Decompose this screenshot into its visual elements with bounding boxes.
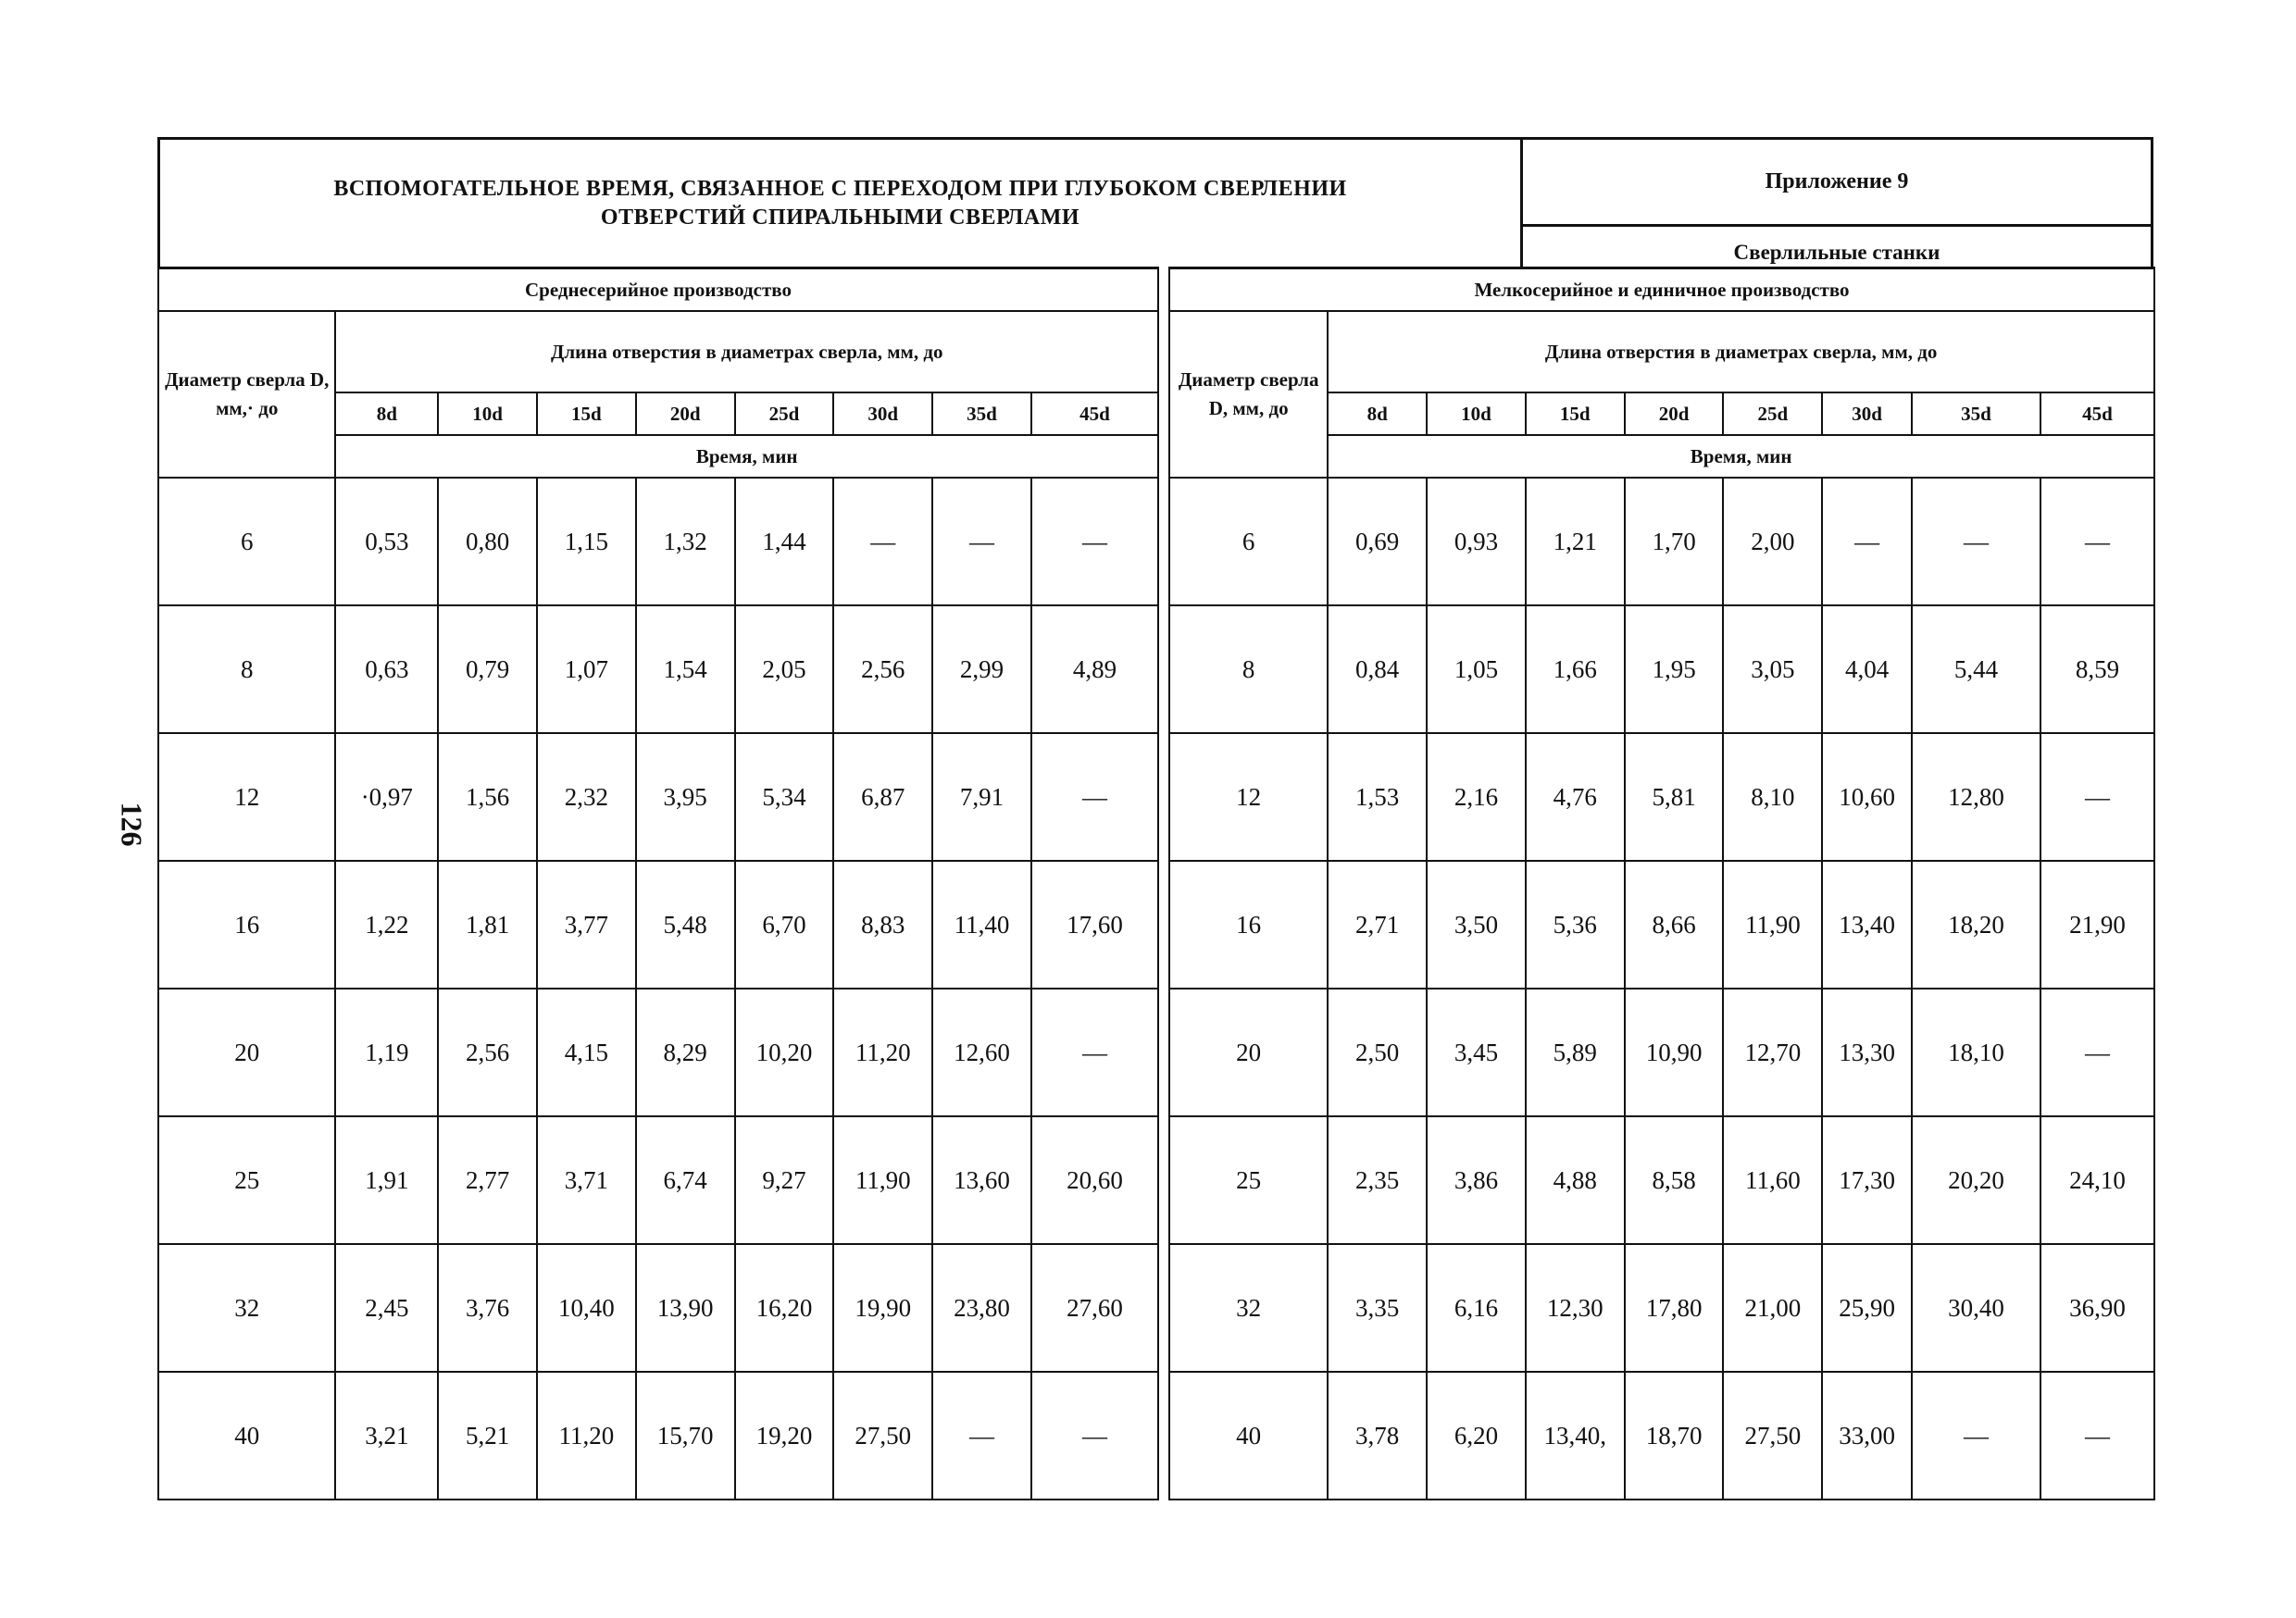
diameter-value: 16 [158,861,335,989]
time-value: 13,60 [932,1116,1031,1244]
title-line-2: ОТВЕРСТИЙ СПИРАЛЬНЫМИ СВЕРЛАМИ [600,205,1080,230]
time-value: 2,56 [438,989,537,1116]
table-row [158,861,1158,989]
time-value: 33,00 [1822,1372,1912,1500]
time-value: 17,30 [1822,1116,1912,1244]
time-value: 18,10 [1912,989,2040,1116]
table-row [1169,478,2154,605]
time-value: 12,30 [1526,1244,1625,1372]
time-value: 23,80 [932,1244,1031,1372]
time-value: — [1912,478,2040,605]
time-value: 2,05 [735,605,834,733]
time-value: 1,91 [335,1116,438,1244]
time-value: 1,56 [438,733,537,861]
time-value: 8,59 [2040,605,2154,733]
diameter-value: 20 [1169,989,1328,1116]
time-value: — [833,478,932,605]
page-number: 126 [115,802,149,847]
time-value: 3,05 [1723,605,1822,733]
table-row [158,1116,1158,1244]
column-header: 8d [335,392,438,435]
diameter-value: 40 [1169,1372,1328,1500]
time-value: 21,00 [1723,1244,1822,1372]
time-value: 3,71 [537,1116,636,1244]
time-value: 1,44 [735,478,834,605]
diameter-value: 16 [1169,861,1328,989]
column-header: 45d [1031,392,1158,435]
column-header: 35d [932,392,1031,435]
column-header: 15d [1526,392,1625,435]
time-value: 1,22 [335,861,438,989]
time-value: 2,16 [1427,733,1526,861]
time-value: 6,20 [1427,1372,1526,1500]
time-value: 2,32 [537,733,636,861]
time-value: 27,50 [833,1372,932,1500]
time-value: 2,50 [1328,989,1427,1116]
time-value: 3,77 [537,861,636,989]
time-value: 4,88 [1526,1116,1625,1244]
time-value: 2,56 [833,605,932,733]
machine-type-label: Сверлильные станки [1733,241,1940,264]
time-value: 11,90 [833,1116,932,1244]
time-value: 5,81 [1625,733,1724,861]
diameter-value: 12 [158,733,335,861]
time-value: 9,27 [735,1116,834,1244]
time-value: 11,20 [833,989,932,1116]
length-header: Длина отверстия в диаметрах сверла, мм, до [1328,311,2154,392]
time-value: 8,66 [1625,861,1724,989]
diameter-value: 25 [158,1116,335,1244]
time-value: 15,70 [636,1372,735,1500]
time-value: 3,86 [1427,1116,1526,1244]
time-value: 10,40 [537,1244,636,1372]
time-value: 21,90 [2040,861,2154,989]
time-value: 19,20 [735,1372,834,1500]
time-value: 3,95 [636,733,735,861]
table-row [158,1244,1158,1372]
column-header: 45d [2040,392,2154,435]
column-header: 25d [735,392,834,435]
time-header: Время, мин [1328,435,2154,478]
table-row [1169,1372,2154,1500]
time-value: 2,45 [335,1244,438,1372]
time-value: 3,50 [1427,861,1526,989]
column-header: 10d [1427,392,1526,435]
length-header: Длина отверстия в диаметрах сверла, мм, до [335,311,1158,392]
time-value: 3,21 [335,1372,438,1500]
table-row [158,989,1158,1116]
diameter-value: 12 [1169,733,1328,861]
column-header: 8d [1328,392,1427,435]
time-value: 2,99 [932,605,1031,733]
table-row [158,605,1158,733]
column-header: 30d [1822,392,1912,435]
time-value: 5,34 [735,733,834,861]
time-value: 0,79 [438,605,537,733]
time-value: 5,48 [636,861,735,989]
diameter-header: Диаметр сверла D, мм, до [1169,311,1328,478]
time-value: — [1031,733,1158,861]
section-title: Мелкосерийное и единичное производство [1169,268,2154,312]
time-value: 4,04 [1822,605,1912,733]
time-value: 13,90 [636,1244,735,1372]
time-value: ·0,97 [335,733,438,861]
table-row [158,1372,1158,1500]
time-value: 18,20 [1912,861,2040,989]
time-value: 8,58 [1625,1116,1724,1244]
table-row [158,733,1158,861]
time-value: 11,20 [537,1372,636,1500]
time-value: 24,10 [2040,1116,2154,1244]
table-row [1169,989,2154,1116]
time-value: 8,10 [1723,733,1822,861]
time-value: 17,80 [1625,1244,1724,1372]
time-value: 20,60 [1031,1116,1158,1244]
time-value: 36,90 [2040,1244,2154,1372]
time-value: 1,54 [636,605,735,733]
time-value: 12,70 [1723,989,1822,1116]
table-row [1169,1244,2154,1372]
column-header: 15d [537,392,636,435]
table-row [1169,861,2154,989]
time-value: 4,76 [1526,733,1625,861]
time-value: 20,20 [1912,1116,2040,1244]
time-value: 1,66 [1526,605,1625,733]
time-value: 3,45 [1427,989,1526,1116]
appendix-label: Приложение 9 [1523,140,2151,227]
time-value: 2,77 [438,1116,537,1244]
time-value: 10,60 [1822,733,1912,861]
time-value: — [2040,733,2154,861]
time-value: 5,44 [1912,605,2040,733]
time-value: 1,07 [537,605,636,733]
table-medium-series [157,267,1159,1500]
time-value: 0,80 [438,478,537,605]
diameter-header: Диаметр сверла D, мм,· до [158,311,335,478]
time-value: 13,30 [1822,989,1912,1116]
time-value: 19,90 [833,1244,932,1372]
time-value: 1,70 [1625,478,1724,605]
column-header: 20d [1625,392,1724,435]
time-value: — [932,1372,1031,1500]
time-value: — [932,478,1031,605]
table-small-series [1168,267,2155,1500]
time-header: Время, мин [335,435,1158,478]
time-value: 27,60 [1031,1244,1158,1372]
time-value: — [2040,1372,2154,1500]
diameter-value: 6 [1169,478,1328,605]
time-value: 11,60 [1723,1116,1822,1244]
time-value: 4,15 [537,989,636,1116]
time-value: 5,21 [438,1372,537,1500]
diameter-value: 8 [1169,605,1328,733]
time-value: 3,35 [1328,1244,1427,1372]
time-value: 0,84 [1328,605,1427,733]
time-value: 2,71 [1328,861,1427,989]
time-value: 1,19 [335,989,438,1116]
time-value: 0,63 [335,605,438,733]
time-value: — [1031,1372,1158,1500]
diameter-value: 32 [158,1244,335,1372]
time-value: 0,69 [1328,478,1427,605]
diameter-value: 40 [158,1372,335,1500]
column-header: 10d [438,392,537,435]
time-value: 6,70 [735,861,834,989]
time-value: — [1031,989,1158,1116]
time-value: 1,32 [636,478,735,605]
table-row [1169,1116,2154,1244]
diameter-value: 25 [1169,1116,1328,1244]
time-value: — [1031,478,1158,605]
time-value: 6,16 [1427,1244,1526,1372]
time-value: 2,35 [1328,1116,1427,1244]
time-value: 4,89 [1031,605,1158,733]
time-value: — [1822,478,1912,605]
diameter-value: 20 [158,989,335,1116]
time-value: 2,00 [1723,478,1822,605]
time-value: 17,60 [1031,861,1158,989]
time-value: 27,50 [1723,1372,1822,1500]
time-value: 13,40, [1526,1372,1625,1500]
time-value: 5,36 [1526,861,1625,989]
time-value: 16,20 [735,1244,834,1372]
time-value: 25,90 [1822,1244,1912,1372]
time-value: 8,83 [833,861,932,989]
document-title [160,140,1523,267]
document-header [157,137,2153,267]
title-line-1: ВСПОМОГАТЕЛЬНОЕ ВРЕМЯ, СВЯЗАННОЕ С ПЕРЕХОДОМ ПРИ ГЛУБОКОМ СВЕРЛЕНИИ [333,176,1347,201]
time-value: — [1912,1372,2040,1500]
table-row [1169,733,2154,861]
time-value: 18,70 [1625,1372,1724,1500]
time-value: 11,40 [932,861,1031,989]
time-value: 10,90 [1625,989,1724,1116]
time-value: 1,95 [1625,605,1724,733]
table-row [158,478,1158,605]
time-value: 6,87 [833,733,932,861]
column-header: 35d [1912,392,2040,435]
time-value: 1,81 [438,861,537,989]
column-header: 30d [833,392,932,435]
time-value: 10,20 [735,989,834,1116]
time-value: 6,74 [636,1116,735,1244]
diameter-value: 6 [158,478,335,605]
time-value: 7,91 [932,733,1031,861]
time-value: 8,29 [636,989,735,1116]
time-value: 1,53 [1328,733,1427,861]
diameter-value: 8 [158,605,335,733]
time-value: 11,90 [1723,861,1822,989]
time-value: — [2040,989,2154,1116]
time-value: 13,40 [1822,861,1912,989]
time-value: 3,78 [1328,1372,1427,1500]
time-value: 12,80 [1912,733,2040,861]
time-value: 30,40 [1912,1244,2040,1372]
time-value: — [2040,478,2154,605]
time-value: 0,53 [335,478,438,605]
section-title: Среднесерийное производство [158,268,1158,312]
time-value: 1,05 [1427,605,1526,733]
time-value: 1,21 [1526,478,1625,605]
time-value: 0,93 [1427,478,1526,605]
time-value: 1,15 [537,478,636,605]
table-row [1169,605,2154,733]
time-value: 3,76 [438,1244,537,1372]
column-header: 25d [1723,392,1822,435]
time-value: 12,60 [932,989,1031,1116]
diameter-value: 32 [1169,1244,1328,1372]
column-header: 20d [636,392,735,435]
time-value: 5,89 [1526,989,1625,1116]
